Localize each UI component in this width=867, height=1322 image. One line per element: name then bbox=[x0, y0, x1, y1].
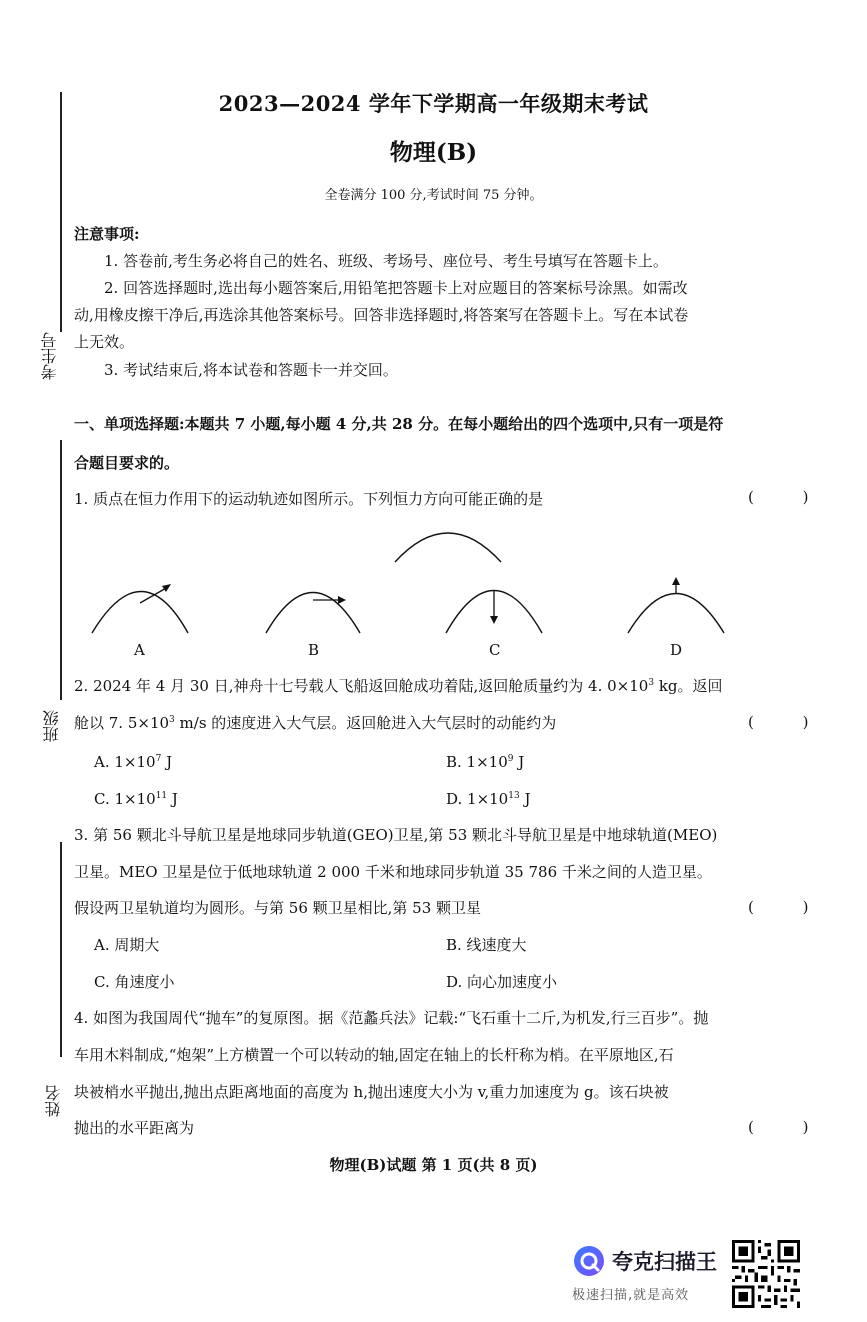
q1-label-b: B bbox=[308, 641, 320, 659]
q1-arc-b bbox=[266, 593, 360, 634]
q1-stem: 1. 质点在恒力作用下的运动轨迹如图所示。下列恒力方向可能正确的是 bbox=[74, 490, 544, 508]
exam-title: 2023—2024 学年下学期高一年级期末考试 bbox=[218, 91, 649, 116]
q2-answer-paren: ( ) bbox=[748, 713, 831, 731]
q4-answer-paren: ( ) bbox=[748, 1118, 831, 1136]
binding-line-lower bbox=[60, 842, 62, 1057]
exam-number-label: 考生号 bbox=[40, 332, 59, 380]
q1-arrowhead-c bbox=[490, 616, 498, 624]
q1-label-c: C bbox=[489, 641, 501, 659]
scanner-watermark bbox=[568, 1240, 738, 1306]
q3-option-c: C. 角速度小 bbox=[94, 973, 175, 991]
section1-heading-line2: 合题目要求的。 bbox=[74, 454, 180, 472]
section1-heading-line1: 一、单项选择题:本题共 7 小题,每小题 4 分,共 28 分。在每小题给出的四个选项中,只有一项是符 bbox=[74, 415, 724, 433]
name-label: 姓名 bbox=[44, 1085, 63, 1117]
q1-arrowhead-d bbox=[672, 577, 680, 585]
q1-arc-a bbox=[92, 592, 188, 634]
q1-arrowhead-b bbox=[338, 596, 346, 604]
q3-line1: 3. 第 56 颗北斗导航卫星是地球同步轨道(GEO)卫星,第 53 颗北斗导航卫星是中地球轨道(MEO) bbox=[74, 826, 718, 844]
q3-answer-paren: ( ) bbox=[748, 898, 831, 916]
q2-line1: 2. 2024 年 4 月 30 日,神舟十七号载人飞船返回舱成功着陆,返回舱质量约为 4. $0\times 10^3$ kg。返回 bbox=[74, 677, 723, 695]
q1-label-d: D bbox=[670, 641, 683, 659]
q3-line3: 假设两卫星轨道均为圆形。与第 56 颗卫星相比,第 53 颗卫星 bbox=[74, 899, 482, 917]
class-label: 班级 bbox=[42, 710, 61, 742]
scanner-brand-name: 夸克扫描王 bbox=[612, 1250, 717, 1274]
q3-option-b: B. 线速度大 bbox=[446, 936, 527, 954]
notice-item-2-line1: 2. 回答选择题时,选出每小题答案后,用铅笔把答题卡上对应题目的答案标号涂黑。如需改 bbox=[104, 279, 688, 297]
q1-reference-arc bbox=[395, 533, 501, 562]
q1-arrowhead-a bbox=[162, 584, 171, 592]
notice-heading: 注意事项: bbox=[74, 225, 140, 243]
q3-option-a: A. 周期大 bbox=[94, 936, 160, 954]
qr-code-icon bbox=[732, 1240, 800, 1308]
subject-title: 物理(B) bbox=[389, 139, 478, 166]
q1-trajectory-figure bbox=[80, 520, 740, 665]
q1-arc-d bbox=[628, 594, 724, 634]
q1-label-a: A bbox=[134, 641, 145, 659]
q2-option-d: D. $1\times 10^{13}$ J bbox=[446, 790, 531, 808]
q1-answer-paren: ( ) bbox=[748, 488, 831, 506]
notice-item-3: 3. 考试结束后,将本试卷和答题卡一并交回。 bbox=[104, 361, 398, 379]
q4-line1: 4. 如图为我国周代“抛车”的复原图。据《范蠡兵法》记载:“飞石重十二斤,为机发,行三百步”。抛 bbox=[74, 1009, 709, 1027]
q2-option-a: A. $1\times 10^7$ J bbox=[94, 753, 173, 771]
q2-option-c: C. $1\times 10^{11}$ J bbox=[94, 790, 178, 808]
notice-item-2-line3: 上无效。 bbox=[74, 333, 135, 351]
binding-line-mid bbox=[60, 440, 62, 700]
q3-option-d: D. 向心加速度小 bbox=[446, 973, 558, 991]
notice-item-1: 1. 答卷前,考生务必将自己的姓名、班级、考场号、座位号、考生号填写在答题卡上。 bbox=[104, 252, 668, 270]
page-footer: 物理(B)试题 第 1 页(共 8 页) bbox=[329, 1156, 538, 1174]
q4-line2: 车用木料制成,“炮架”上方横置一个可以转动的轴,固定在轴上的长杆称为梢。在平原地区,石 bbox=[74, 1046, 674, 1064]
q4-line3: 块被梢水平抛出,抛出点距离地面的高度为 h,抛出速度大小为 v,重力加速度为 g。该石块被 bbox=[74, 1083, 669, 1101]
notice-item-2-line2: 动,用橡皮擦干净后,再选涂其他答案标号。回答非选择题时,将答案写在答题卡上。写在本试卷 bbox=[74, 306, 689, 324]
exam-info: 全卷满分 100 分,考试时间 75 分钟。 bbox=[324, 188, 543, 203]
scanner-logo-icon bbox=[572, 1244, 606, 1278]
q2-line2: 舱以 7. $5\times 10^3$ m/s 的速度进入大气层。返回舱进入大气层时的动能约为 bbox=[74, 714, 557, 732]
scanner-slogan: 极速扫描,就是高效 bbox=[572, 1288, 690, 1303]
q3-line2: 卫星。MEO 卫星是位于低地球轨道 2 000 千米和地球同步轨道 35 786 千米之间的人造卫星。 bbox=[74, 863, 712, 881]
q2-option-b: B. $1\times 10^9$ J bbox=[446, 753, 525, 771]
binding-line-top bbox=[60, 92, 62, 332]
q4-line4: 抛出的水平距离为 bbox=[74, 1119, 195, 1137]
